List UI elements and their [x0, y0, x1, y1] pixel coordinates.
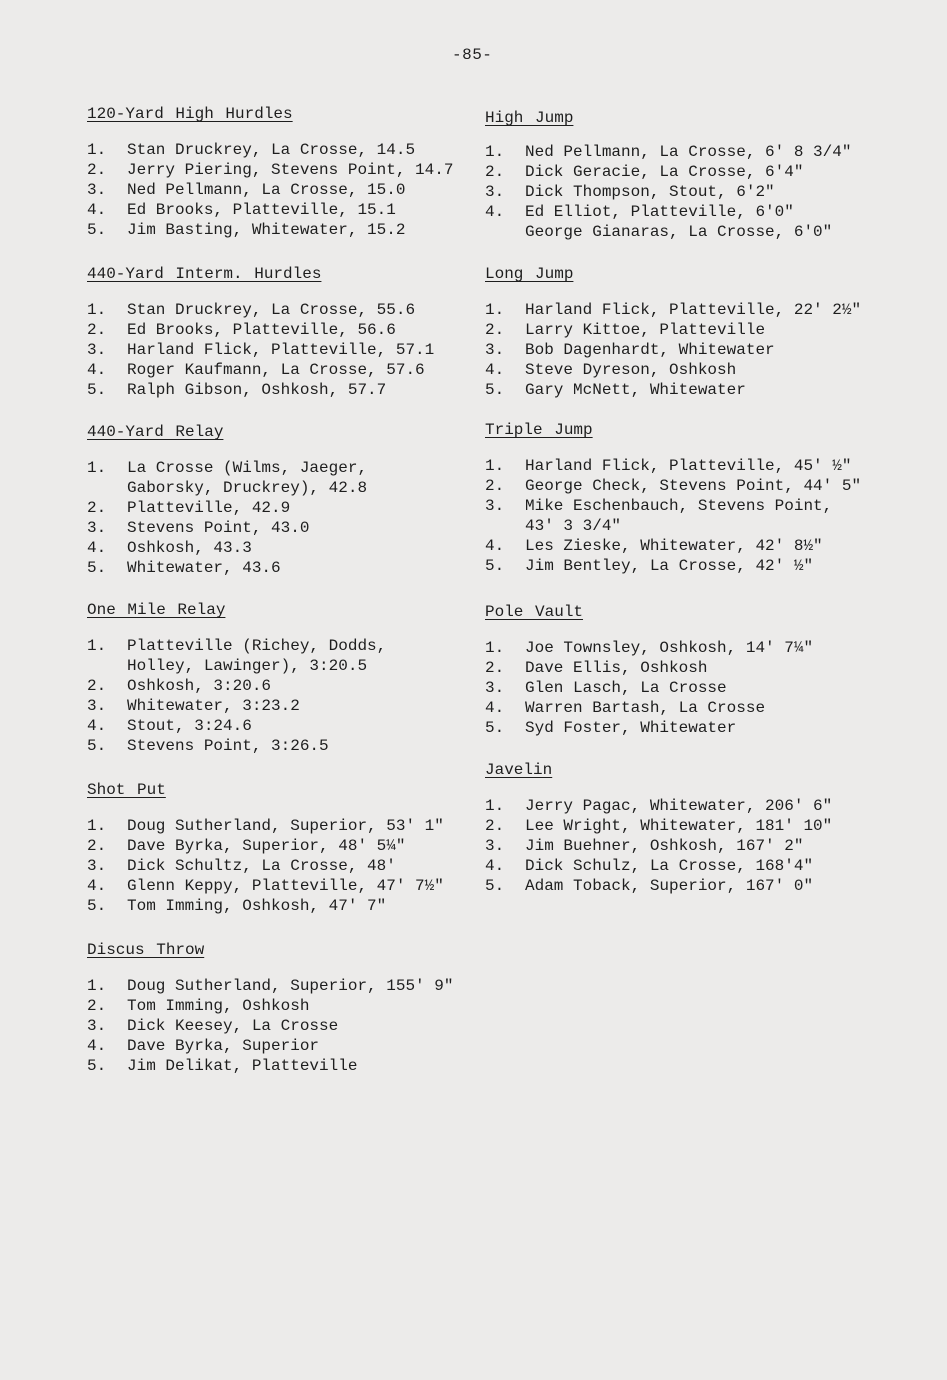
place-number: 3. [87, 857, 107, 875]
result-item [87, 200, 517, 220]
result-item [87, 498, 517, 518]
result-text: Whitewater, 3:23.2 [127, 697, 300, 715]
result-item [87, 876, 517, 896]
place-number: 3. [485, 183, 505, 201]
result-text: Dick Schulz, La Crosse, 168'4" [525, 857, 814, 875]
place-number: 2. [87, 499, 107, 517]
result-text: Jim Delikat, Platteville [127, 1057, 358, 1075]
result-item [87, 458, 517, 498]
place-number: 1. [485, 797, 505, 815]
result-item [485, 340, 925, 360]
place-number: 2. [485, 477, 505, 495]
result-item [485, 142, 925, 162]
result-item [485, 836, 925, 856]
place-number: 4. [87, 361, 107, 379]
result-text: Jim Buehner, Oshkosh, 167' 2" [525, 837, 804, 855]
place-number: 4. [485, 857, 505, 875]
place-number: 3. [87, 181, 107, 199]
place-number: 4. [485, 699, 505, 717]
event-title: Triple Jump [485, 421, 593, 439]
place-number: 2. [485, 321, 505, 339]
result-text: Tom Imming, Oshkosh, 47' 7" [127, 897, 387, 915]
place-number: 4. [87, 877, 107, 895]
event-title: Pole Vault [485, 603, 584, 621]
page-number: -85- [452, 46, 493, 64]
result-text: Ed Brooks, Platteville, 15.1 [127, 201, 396, 219]
place-number: 1. [485, 639, 505, 657]
result-text: Ned Pellmann, La Crosse, 15.0 [127, 181, 406, 199]
result-text: Stevens Point, 43.0 [127, 519, 310, 537]
event-title: 440-Yard Interm. Hurdles [87, 265, 322, 283]
result-item [87, 896, 517, 916]
place-number: 4. [87, 717, 107, 735]
result-text: Jerry Piering, Stevens Point, 14.7 [127, 161, 454, 179]
result-item [87, 696, 517, 716]
result-text: Jim Bentley, La Crosse, 42' ½" [525, 557, 814, 575]
result-item [87, 716, 517, 736]
results-list [87, 140, 517, 240]
result-item [485, 202, 925, 222]
result-item [485, 718, 925, 738]
result-text: Glen Lasch, La Crosse [525, 679, 727, 697]
place-number: 2. [485, 163, 505, 181]
event-title: High Jump [485, 109, 574, 127]
place-number: 3. [485, 837, 505, 855]
event-long-jump [485, 264, 925, 400]
result-item [87, 360, 517, 380]
event-title: One Mile Relay [87, 601, 226, 619]
place-number: 5. [87, 1057, 107, 1075]
result-item [485, 536, 925, 556]
place-number: 5. [485, 557, 505, 575]
result-text-continued: Gaborsky, Druckrey), 42.8 [127, 479, 368, 497]
place-number: 2. [87, 837, 107, 855]
place-number: 1. [87, 817, 107, 835]
result-item [485, 380, 925, 400]
result-item [485, 456, 925, 476]
results-list [87, 816, 517, 916]
event-pole-vault [485, 602, 925, 738]
result-item [87, 636, 517, 676]
result-text: Larry Kittoe, Platteville [525, 321, 766, 339]
event-440-yard-interm-hurdles [87, 264, 517, 400]
result-item [87, 538, 517, 558]
result-item [485, 496, 925, 536]
results-list [87, 976, 517, 1076]
place-number: 4. [87, 539, 107, 557]
result-text: Bob Dagenhardt, Whitewater [525, 341, 775, 359]
place-number: 5. [485, 719, 505, 737]
place-number: 2. [87, 997, 107, 1015]
results-list [485, 796, 925, 896]
result-item [485, 638, 925, 658]
place-number: 1. [87, 301, 107, 319]
result-text: Roger Kaufmann, La Crosse, 57.6 [127, 361, 425, 379]
result-text: Syd Foster, Whitewater [525, 719, 737, 737]
result-text-continued: 43' 3 3/4" [525, 517, 622, 535]
result-item [485, 678, 925, 698]
event-one-mile-relay [87, 600, 517, 756]
place-number: 1. [87, 637, 107, 655]
result-item [485, 476, 925, 496]
place-number: 5. [87, 381, 107, 399]
event-title: Shot Put [87, 781, 166, 799]
result-text: Warren Bartash, La Crosse [525, 699, 766, 717]
event-discus-throw [87, 940, 517, 1076]
place-number: 1. [87, 459, 107, 477]
result-item [485, 816, 925, 836]
result-text: Oshkosh, 3:20.6 [127, 677, 272, 695]
event-120-yard-high-hurdles [87, 104, 517, 240]
place-number: 5. [87, 559, 107, 577]
result-text: Dick Schultz, La Crosse, 48' [127, 857, 396, 875]
result-text: Oshkosh, 43.3 [127, 539, 252, 557]
result-text: George Gianaras, La Crosse, 6'0" [525, 223, 833, 241]
place-number: 4. [87, 201, 107, 219]
event-title: Discus Throw [87, 941, 205, 959]
event-title: Long Jump [485, 265, 574, 283]
place-number: 3. [485, 341, 505, 359]
result-item [87, 856, 517, 876]
event-shot-put [87, 780, 517, 916]
place-number: 3. [87, 697, 107, 715]
result-text: Adam Toback, Superior, 167' 0" [525, 877, 814, 895]
result-text: Dave Byrka, Superior, 48' 5¼" [127, 837, 406, 855]
result-text: Mike Eschenbauch, Stevens Point, [525, 497, 833, 515]
result-item [485, 360, 925, 380]
event-high-jump [485, 108, 925, 242]
result-text: Ned Pellmann, La Crosse, 6' 8 3/4" [525, 143, 852, 161]
place-number: 1. [485, 301, 505, 319]
result-text: Whitewater, 43.6 [127, 559, 281, 577]
result-text: Steve Dyreson, Oshkosh [525, 361, 737, 379]
result-text: Stan Druckrey, La Crosse, 14.5 [127, 141, 416, 159]
result-text: Dick Geracie, La Crosse, 6'4" [525, 163, 804, 181]
result-item [87, 220, 517, 240]
result-item [87, 140, 517, 160]
result-text: Doug Sutherland, Superior, 53' 1" [127, 817, 444, 835]
event-title: Javelin [485, 761, 553, 779]
place-number: 2. [485, 659, 505, 677]
result-text: Stan Druckrey, La Crosse, 55.6 [127, 301, 416, 319]
result-text: Les Zieske, Whitewater, 42' 8½" [525, 537, 823, 555]
event-title: 120-Yard High Hurdles [87, 105, 293, 123]
result-text: Dave Byrka, Superior [127, 1037, 320, 1055]
result-item [485, 796, 925, 816]
place-number: 2. [87, 161, 107, 179]
result-text: Ralph Gibson, Oshkosh, 57.7 [127, 381, 387, 399]
result-item [485, 698, 925, 718]
place-number [485, 222, 525, 242]
result-item [485, 182, 925, 202]
result-text: Lee Wright, Whitewater, 181' 10" [525, 817, 833, 835]
result-text: Gary McNett, Whitewater [525, 381, 746, 399]
result-item [87, 340, 517, 360]
place-number: 5. [485, 381, 505, 399]
result-text: Harland Flick, Platteville, 22' 2½" [525, 301, 862, 319]
results-list [485, 638, 925, 738]
result-item [485, 162, 925, 182]
result-item [485, 876, 925, 896]
results-list [87, 636, 517, 756]
place-number: 3. [87, 341, 107, 359]
result-item [87, 836, 517, 856]
result-text: Harland Flick, Platteville, 45' ½" [525, 457, 852, 475]
results-list [485, 300, 925, 400]
result-item [485, 556, 925, 576]
result-item [87, 558, 517, 578]
result-text: Jim Basting, Whitewater, 15.2 [127, 221, 406, 239]
result-text: Ed Elliot, Platteville, 6'0" [525, 203, 794, 221]
place-number: 1. [87, 141, 107, 159]
result-text: George Check, Stevens Point, 44' 5" [525, 477, 862, 495]
place-number: 4. [485, 203, 505, 221]
result-text: Tom Imming, Oshkosh [127, 997, 310, 1015]
place-number: 5. [485, 877, 505, 895]
result-item [485, 300, 925, 320]
place-number: 2. [87, 321, 107, 339]
results-list [485, 142, 925, 242]
result-item [87, 300, 517, 320]
result-text: Ed Brooks, Platteville, 56.6 [127, 321, 396, 339]
place-number: 3. [485, 497, 505, 515]
result-item [87, 816, 517, 836]
result-item [87, 518, 517, 538]
place-number: 4. [485, 361, 505, 379]
result-item [87, 1056, 517, 1076]
result-text: La Crosse (Wilms, Jaeger, [127, 459, 368, 477]
place-number: 4. [485, 537, 505, 555]
result-item [87, 1016, 517, 1036]
place-number: 1. [87, 977, 107, 995]
result-text: Doug Sutherland, Superior, 155' 9" [127, 977, 454, 995]
results-list [485, 456, 925, 576]
result-item [87, 160, 517, 180]
result-text: Stevens Point, 3:26.5 [127, 737, 329, 755]
result-item [485, 856, 925, 876]
event-title: 440-Yard Relay [87, 423, 224, 441]
place-number: 3. [87, 1017, 107, 1035]
result-item [87, 320, 517, 340]
result-item [87, 736, 517, 756]
result-text: Dick Keesey, La Crosse [127, 1017, 339, 1035]
result-item [87, 180, 517, 200]
place-number: 5. [87, 897, 107, 915]
result-item [485, 658, 925, 678]
results-list [87, 458, 517, 578]
results-list [87, 300, 517, 400]
result-text-continued: Holley, Lawinger), 3:20.5 [127, 657, 368, 675]
result-text: Joe Townsley, Oshkosh, 14' 7¼" [525, 639, 814, 657]
event-javelin [485, 760, 925, 896]
place-number: 1. [485, 457, 505, 475]
result-item [87, 676, 517, 696]
result-text: Platteville, 42.9 [127, 499, 291, 517]
result-item [87, 996, 517, 1016]
place-number: 2. [87, 677, 107, 695]
result-text: Dave Ellis, Oshkosh [525, 659, 708, 677]
result-text: Jerry Pagac, Whitewater, 206' 6" [525, 797, 833, 815]
place-number: 2. [485, 817, 505, 835]
place-number: 5. [87, 221, 107, 239]
result-item [87, 380, 517, 400]
result-item [87, 1036, 517, 1056]
result-text: Platteville (Richey, Dodds, [127, 637, 387, 655]
event-440-yard-relay [87, 422, 517, 578]
result-text: Dick Thompson, Stout, 6'2" [525, 183, 775, 201]
result-item [87, 976, 517, 996]
place-number: 5. [87, 737, 107, 755]
place-number: 1. [485, 143, 505, 161]
place-number: 3. [87, 519, 107, 537]
place-number: 3. [485, 679, 505, 697]
event-triple-jump [485, 420, 925, 576]
result-text: Stout, 3:24.6 [127, 717, 252, 735]
place-number: 4. [87, 1037, 107, 1055]
result-item [485, 222, 925, 242]
result-item [485, 320, 925, 340]
result-text: Glenn Keppy, Platteville, 47' 7½" [127, 877, 444, 895]
result-text: Harland Flick, Platteville, 57.1 [127, 341, 435, 359]
